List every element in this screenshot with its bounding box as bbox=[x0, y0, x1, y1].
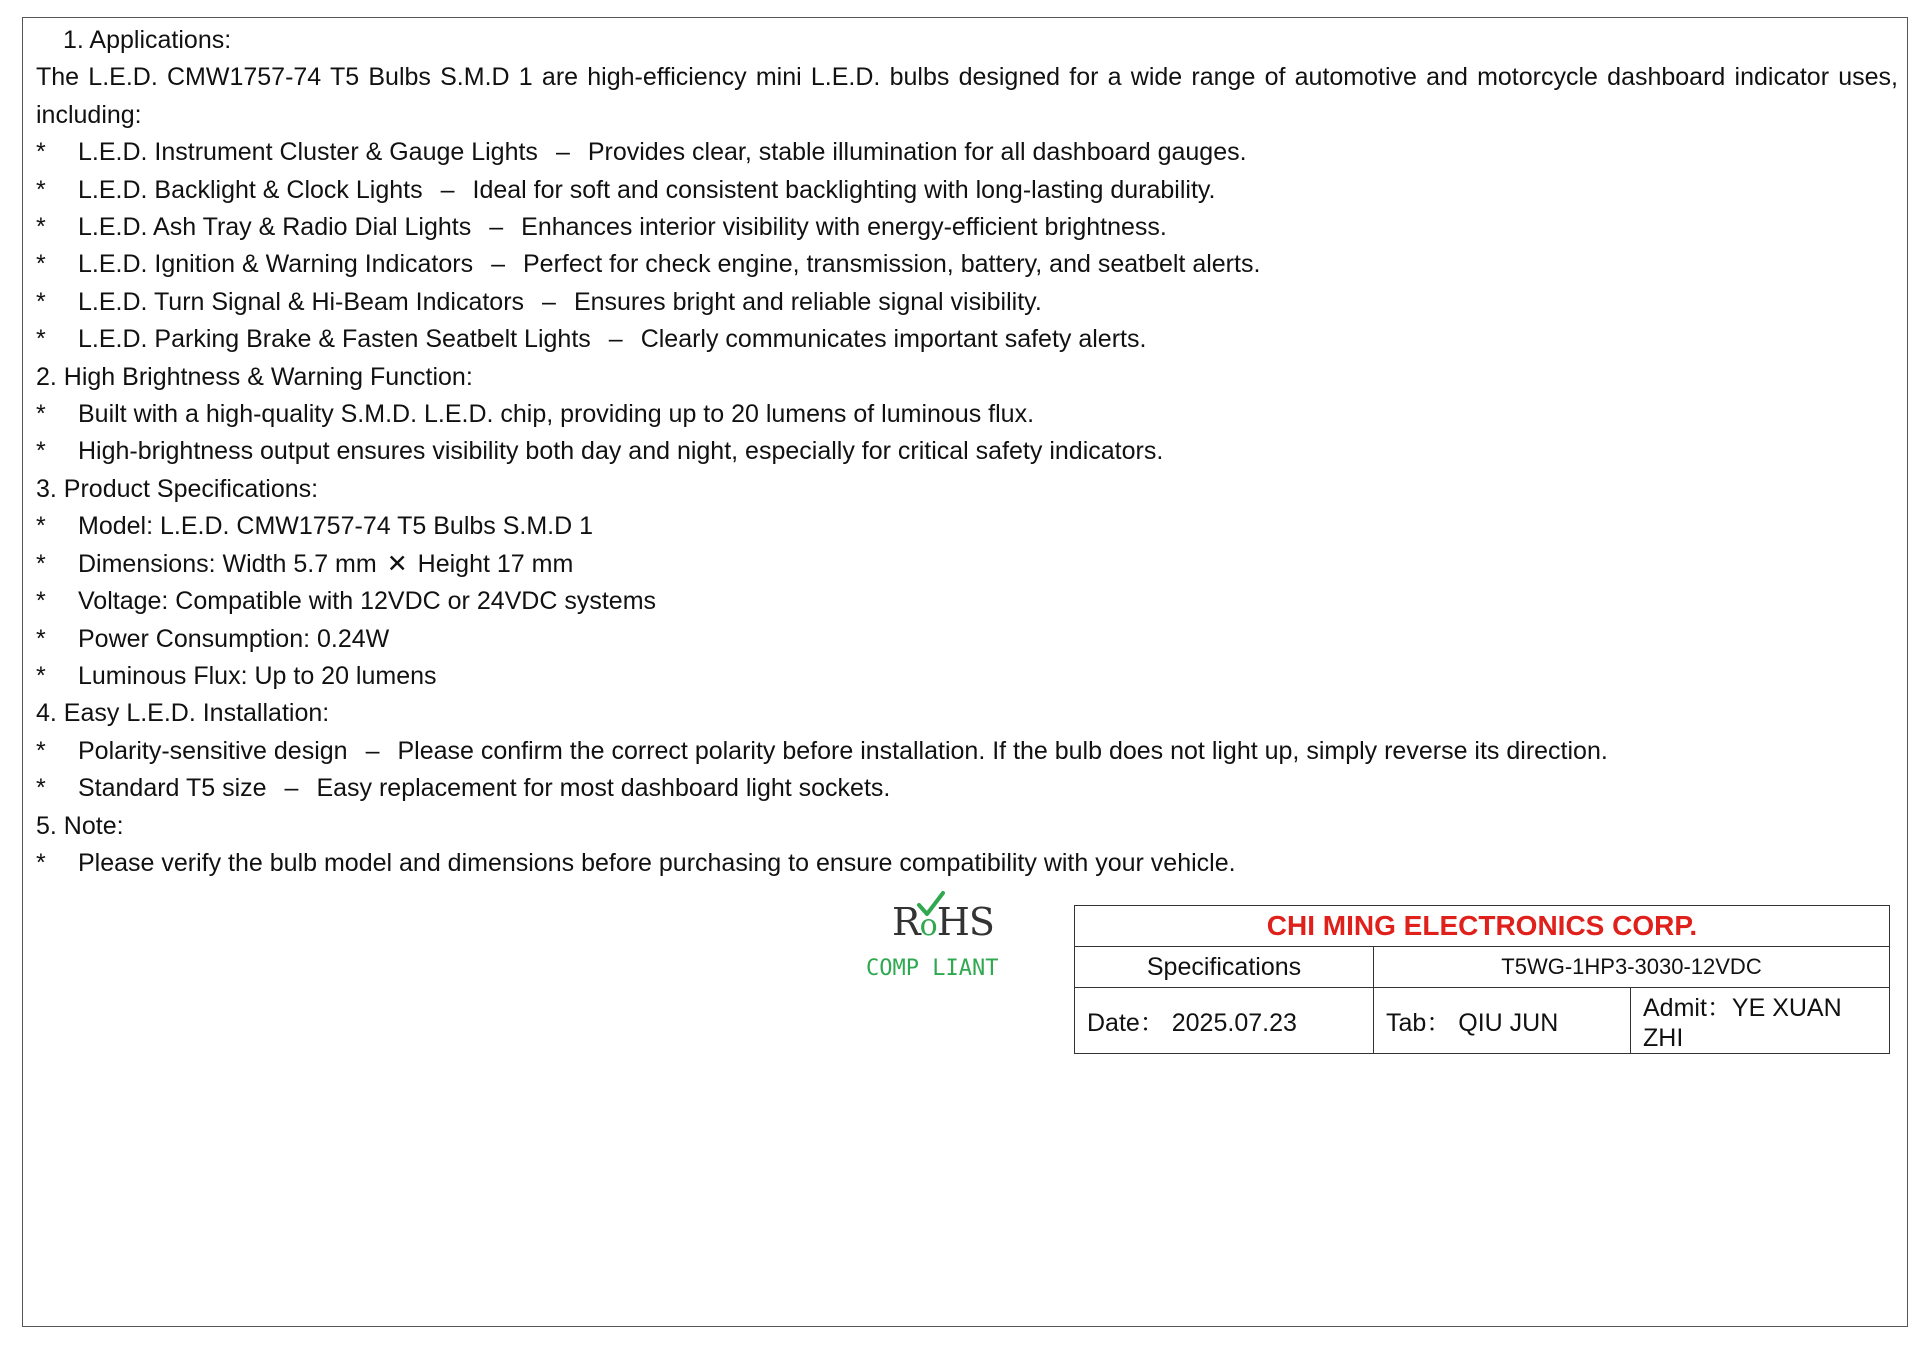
list-item bbox=[36, 396, 1906, 433]
item-name: L.E.D. Backlight & Clock Lights bbox=[78, 175, 423, 204]
installation-heading: 4. Easy L.E.D. Installation: bbox=[36, 699, 330, 728]
item-desc: Perfect for check engine, transmission, battery, and seatbelt alerts. bbox=[523, 250, 1261, 279]
list-item bbox=[36, 658, 1906, 695]
dash-separator: – bbox=[542, 287, 556, 316]
star-bullet-icon: * bbox=[36, 624, 46, 653]
list-item bbox=[36, 246, 1906, 283]
specifications-heading: 3. Product Specifications: bbox=[36, 474, 319, 503]
dash-separator: – bbox=[365, 736, 380, 765]
list-item bbox=[36, 172, 1906, 209]
document-body bbox=[36, 22, 1906, 882]
list-item bbox=[36, 284, 1906, 321]
item-desc: Easy replacement for most dashboard light sockets. bbox=[316, 774, 891, 803]
list-item bbox=[36, 546, 1906, 583]
list-item bbox=[36, 770, 1906, 807]
list-item bbox=[36, 209, 1906, 246]
list-item bbox=[36, 621, 1906, 658]
list-item bbox=[36, 134, 1906, 171]
item-desc: Provides clear, stable illumination for all dashboard gauges. bbox=[587, 138, 1247, 167]
item-desc: Please confirm the correct polarity before installation. If the bulb does not light up, simply reverse its direction. bbox=[397, 736, 1608, 765]
star-bullet-icon: * bbox=[36, 175, 46, 204]
star-bullet-icon: * bbox=[36, 400, 46, 429]
spec-model-number: T5WG-1HP3-3030-12VDC bbox=[1374, 947, 1890, 988]
item-name: Polarity-sensitive design bbox=[78, 736, 348, 765]
rohs-compliant-label: COMP LIANT bbox=[866, 956, 999, 981]
item-desc: Ideal for soft and consistent backlighting with long-lasting durability. bbox=[472, 175, 1216, 204]
star-bullet-icon: * bbox=[36, 512, 46, 541]
item-desc: Enhances interior visibility with energy-efficient brightness. bbox=[521, 213, 1167, 242]
star-bullet-icon: * bbox=[36, 549, 46, 578]
applications-heading: 1. Applications: bbox=[63, 26, 232, 54]
list-item bbox=[36, 583, 1906, 620]
item-text: Built with a high-quality S.M.D. L.E.D. chip, providing up to 20 lumens of luminous flux. bbox=[78, 400, 1035, 429]
item-name: L.E.D. Ash Tray & Radio Dial Lights bbox=[78, 213, 472, 242]
star-bullet-icon: * bbox=[36, 736, 46, 765]
star-bullet-icon: * bbox=[36, 138, 46, 167]
dash-separator: – bbox=[555, 138, 570, 167]
spec-voltage: Voltage: Compatible with 12VDC or 24VDC systems bbox=[78, 587, 657, 616]
item-text: High-brightness output ensures visibility both day and night, especially for critical safety indicators. bbox=[78, 437, 1164, 466]
star-bullet-icon: * bbox=[36, 213, 46, 242]
item-text: Please verify the bulb model and dimensions before purchasing to ensure compatibility with your vehicle. bbox=[78, 848, 1236, 877]
brightness-heading: 2. High Brightness & Warning Function: bbox=[36, 362, 473, 391]
rohs-compliant-logo bbox=[860, 890, 1010, 990]
spec-model: Model: L.E.D. CMW1757-74 T5 Bulbs S.M.D 1 bbox=[78, 512, 594, 541]
rohs-mark: RoHS bbox=[892, 900, 994, 944]
star-bullet-icon: * bbox=[36, 774, 46, 803]
list-item bbox=[36, 733, 1906, 770]
spec-dimensions-height: Height 17 mm bbox=[417, 549, 574, 578]
star-bullet-icon: * bbox=[36, 250, 46, 279]
list-item bbox=[36, 845, 1906, 882]
company-name: CHI MING ELECTRONICS CORP. bbox=[1075, 906, 1890, 947]
star-bullet-icon: * bbox=[36, 325, 46, 354]
item-desc: Clearly communicates important safety alerts. bbox=[640, 325, 1147, 354]
spec-power: Power Consumption: 0.24W bbox=[78, 624, 390, 653]
times-icon: ✕ bbox=[386, 549, 408, 578]
dash-separator: – bbox=[489, 213, 504, 242]
dash-separator: – bbox=[491, 250, 505, 279]
spec-tab: Tab： QIU JUN bbox=[1374, 988, 1631, 1054]
item-name: L.E.D. Instrument Cluster & Gauge Lights bbox=[78, 138, 538, 167]
star-bullet-icon: * bbox=[36, 437, 46, 466]
item-name: Standard T5 size bbox=[78, 774, 267, 803]
spec-flux: Luminous Flux: Up to 20 lumens bbox=[78, 661, 437, 690]
dash-separator: – bbox=[440, 175, 455, 204]
note-heading: 5. Note: bbox=[36, 811, 124, 840]
list-item bbox=[36, 433, 1906, 470]
star-bullet-icon: * bbox=[36, 848, 46, 877]
spec-title-block bbox=[1074, 905, 1890, 1054]
list-item bbox=[36, 508, 1906, 545]
item-name: L.E.D. Parking Brake & Fasten Seatbelt Lights bbox=[78, 325, 591, 354]
spec-admit: Admit：YE XUAN ZHI bbox=[1631, 988, 1890, 1054]
spec-label: Specifications bbox=[1075, 947, 1374, 988]
spec-date: Date： 2025.07.23 bbox=[1075, 988, 1374, 1054]
item-name: L.E.D. Turn Signal & Hi-Beam Indicators bbox=[78, 287, 525, 316]
dash-separator: – bbox=[608, 325, 623, 354]
list-item bbox=[36, 321, 1906, 358]
item-desc: Ensures bright and reliable signal visibility. bbox=[573, 287, 1042, 316]
applications-intro: The L.E.D. CMW1757-74 T5 Bulbs S.M.D 1 are high-efficiency mini L.E.D. bulbs designed for a wide range of automotive and motorcycle dashboard indicator uses, including: bbox=[36, 63, 1898, 129]
dash-separator: – bbox=[284, 774, 299, 803]
star-bullet-icon: * bbox=[36, 661, 46, 690]
item-name: L.E.D. Ignition & Warning Indicators bbox=[78, 250, 474, 279]
star-bullet-icon: * bbox=[36, 587, 46, 616]
spec-dimensions-width: Dimensions: Width 5.7 mm bbox=[78, 549, 377, 578]
star-bullet-icon: * bbox=[36, 287, 46, 316]
